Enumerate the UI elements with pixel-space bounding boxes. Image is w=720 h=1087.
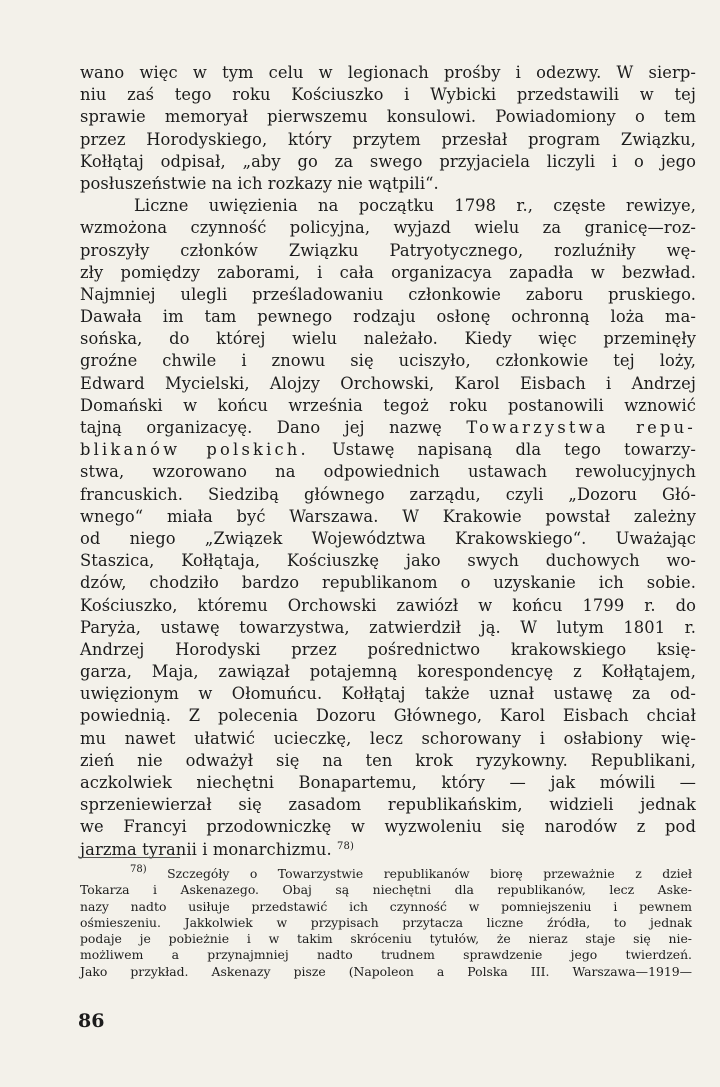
footnote-line-first [80, 866, 692, 882]
text-line: dzów, chodziło bardzo republikanom o uzyskanie ich sobie. [80, 573, 696, 593]
footnote-divider [80, 857, 180, 858]
page-number: 86 [78, 1010, 105, 1032]
text-line: mu nawet ułatwić ucieczkę, lecz schorowany i osłabiony wię- [80, 728, 696, 748]
text-line-mixed [80, 417, 696, 439]
text-line: stwa, wzorowano na odpowiednich ustawach rewolucyjnych [80, 462, 696, 482]
text-line: Kołłątaj odpisał, „aby go za swego przyjaciela liczyli i o jego [80, 151, 696, 171]
text-line: Staszica, Kołłątaja, Kościuszkę jako swych duchowych wo- [80, 551, 696, 571]
text-line: groźne chwile i znowu się uciszyło, członkowie tej loży, [80, 351, 696, 371]
text-line: garza, Maja, zawiązał potajemną korespondencyę z Kołłątajem, [80, 662, 696, 682]
text-line: powiednią. Z polecenia Dozoru Głównego, Karol Eisbach chciał [80, 706, 696, 726]
text-line: Dawała im tam pewnego rodzaju osłonę ochronną loża ma- [80, 307, 696, 327]
text-line: sońska, do której wielu należało. Kiedy więc przeminęły [80, 329, 696, 349]
main-text [80, 62, 696, 861]
footnote-line: nazy nadto usiłuje przedstawić ich czynność w pomniejszeniu i pewnem [80, 898, 692, 914]
text-line: aczkolwiek niechętni Bonapartemu, który — jak mówili — [80, 773, 696, 792]
text-line: przez Horodyskiego, który przytem przesłał program Związku, [80, 129, 696, 149]
text-segment: Ustawę napisaną dla tego towarzy- [331, 440, 696, 460]
footnote-line: możliwem a przynajmniej nadto trudnem sprawdzenie jego twierdzeń. [80, 947, 692, 963]
text-line: wzmożona czynność policyjna, wyjazd wielu za granicę—roz- [80, 218, 696, 238]
footnote-line: podaje je pobieżnie i w takim skróceniu tytułów, że nieraz staje się nie- [80, 931, 692, 947]
text-line: posłuszeństwie na ich rozkazy nie wątpili“. [80, 173, 439, 193]
footnote-line: ośmieszeniu. Jakkolwiek w przypisach przytacza liczne źródła, to jednak [80, 914, 692, 930]
footnote-line: Jako przykład. Askenazy pisze (Napoleon a Polska III. Warszawa—1919— [80, 963, 692, 979]
footnote-reference[interactable]: 78) [337, 840, 354, 852]
text-line: proszyły członków Związku Patryotycznego, rozluźniły wę- [80, 240, 696, 260]
text-line: Kościuszko, któremu Orchowski zawiózł w końcu 1799 r. do [80, 595, 696, 615]
footnotes [80, 866, 692, 980]
footnote-text: Szczegóły o Towarzystwie republikanów biorę przeważnie z dzieł [167, 866, 692, 881]
text-line: od niego „Związek Województwa Krakowskiego“. Uważając [80, 528, 696, 548]
text-line: zień nie odważył się na ten krok ryzykowny. Republikani, [80, 750, 696, 770]
spaced-society-name: Towarzystwa repu- [466, 418, 696, 437]
text-line: niu zaś tego roku Kościuszko i Wybicki przedstawili w tej [80, 85, 696, 105]
text-line: wano więc w tym celu w legionach prośby i odezwy. W sierp- [80, 63, 696, 82]
footnote-line: Tokarza i Askenazego. Obaj są niechętni dla republikanów, lecz Aske- [80, 882, 692, 898]
text-line: Andrzej Horodyski przez pośrednictwo krakowskiego księ- [80, 639, 696, 659]
text-line: we Francyi przodowniczkę w wyzwoleniu się narodów z pod [80, 817, 696, 837]
text-line: Paryża, ustawę towarzystwa, zatwierdził ją. W lutym 1801 r. [80, 617, 696, 637]
footnote-marker: 78) [130, 864, 147, 875]
text-line: uwięzionym w Ołomuńcu. Kołłątaj także uznał ustawę za od- [80, 684, 696, 704]
text-line: Najmniej ulegli prześladowaniu członkowie zaboru pruskiego. [80, 284, 696, 304]
text-line: Liczne uwięzienia na początku 1798 r., częste rewizye, [134, 196, 696, 216]
text-line: Edward Mycielski, Alojzy Orchowski, Karol Eisbach i Andrzej [80, 373, 696, 393]
text-line: zły pomiędzy zaborami, i cała organizacya zapadła w bezwład. [80, 262, 696, 282]
text-line-mixed [80, 439, 696, 461]
text-line: sprawie memoryał pierwszemu konsulowi. Powiadomiony o tem [80, 107, 696, 127]
text-line: francuskich. Siedzibą głównego zarządu, czyli „Dozoru Głó- [80, 484, 696, 504]
text-line: sprzeniewierzał się zasadom republikańskim, widzieli jednak [80, 795, 696, 815]
spaced-society-name: blikanów polskich. [80, 440, 309, 460]
text-segment: tajną organizacyę. Dano jej nazwę [80, 418, 442, 437]
text-line: wnego“ miała być Warszawa. W Krakowie powstał zależny [80, 506, 696, 526]
text-segment: jarzma tyranii i monarchizmu. [80, 839, 332, 859]
text-line: Domański w końcu września tegoż roku postanowili wznowić [80, 395, 696, 415]
